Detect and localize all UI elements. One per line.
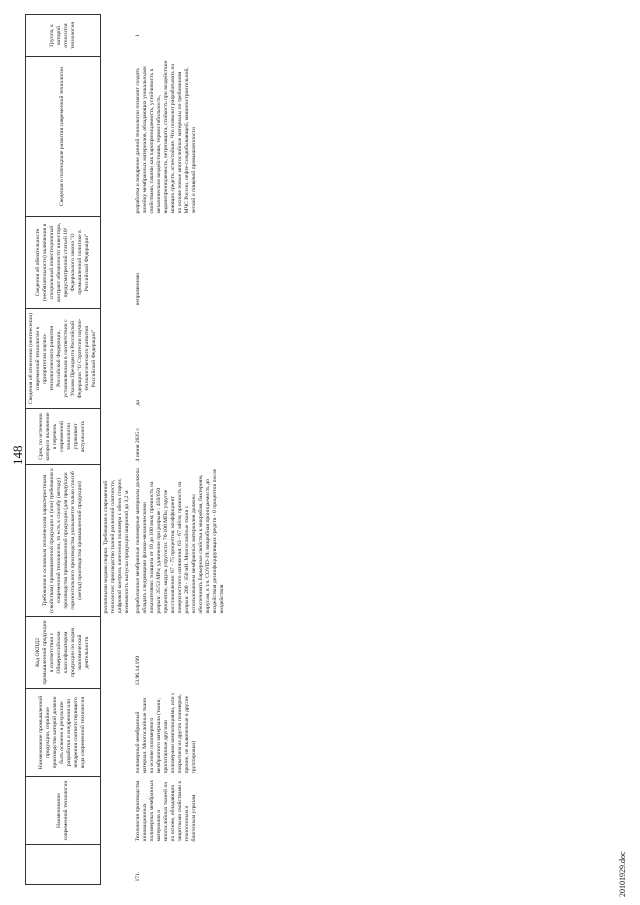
row-obligation: неприменимо	[134, 272, 141, 306]
row-group: 1	[134, 34, 141, 37]
footer-filename: 20101929.doc	[618, 851, 627, 897]
row-potential: разработка и внедрение данной технологии позволит создать линейку мембранных материалов, обладающих уникальными свойствами, такими как паропроницаемость, устойчивость к механическим воздействиям, термостабильность, водонепроницаемость, ветрозащита, стойкость при воздействии моющих средств, огнестойкие. Что позволит разрабатывать на их основе новые многослойные материалы по требованиям МЧС России, нефте-газодобывающей, машиностроительной, легкой и пищевой промышленности	[134, 60, 197, 214]
header-group: Группа, к которой относится технология	[26, 15, 101, 57]
row-requirements: разработанные мембранные полимерные материалы должны обладать следующими физико-механическими показателями: толщина от 10 до 100 мкм; прочность на разрыв: 35/53 MPa; удлинение при разрыве : 450/650 процентов; модуль упругости: 70-100 МПа; упругое восстановление: 67 - 75 процентов; коэффициент поверхностного натяжения: 63 - 67 мН/м; прочность на разрыв: 200 - 350 мН. Многослойные ткани с использованием мембранных материалов должны обеспечивать барьерные свойства к микробам, бактериям, вирусам, в т.ч. COVID-19; микробная проницаемость до воздействия дезинфицирующих средств - 0 процентов после воздействия	[134, 468, 225, 614]
header-number	[26, 845, 101, 885]
row-product-name: полимерный мембранный материал. Многослойные ткани на основе полимерного мембранного материала (ткани, пропитанные другими полимерами композициями, или с покрытием из других полимеров, прочие, не включенные в другие группировки)	[134, 692, 197, 774]
page-number: 148	[10, 445, 25, 465]
header-priority: Сведения об отнесении (неотнесении) современной технологии к приоритетам научно-технологического развития Российской Федерации, установленным в соответствии с Указом Президента Российской Федерации "О Стратегии научно-технологического развития Российской Федерации"	[26, 309, 101, 409]
row-term: 4 июня 2035 г.	[134, 427, 141, 462]
row-number: 171.	[134, 871, 141, 882]
header-row	[26, 15, 101, 885]
technologies-table	[25, 14, 228, 885]
continuation-row	[100, 15, 132, 885]
header-obligation: Сведения об обязательности (необязательности) включения в специальный инвестиционный контракт обязанности инвестора, предусмотренной статьей 18¹ Федерального закона "О промышленной политике в Российской Федерации"	[26, 217, 101, 309]
header-tech-name: Наименование современной технологии	[26, 777, 101, 845]
row-tech-name: Технология производства инновационных полимерных мембранных материалов и многослойных тканей на их основе, обладающих защитными свойствами к техногенным и биогенным угрозам	[134, 780, 197, 842]
header-product-name: Наименование промышленной продукции, серийное производство которой должно быть освоено в результате разработки и внедрения или внедрения соответствующего вида современной технологии	[26, 689, 101, 777]
row-priority: да	[134, 400, 141, 406]
table-row	[133, 15, 228, 885]
header-requirements: Требования к основным техническим характеристикам (свойствам) промышленной продукции и (или) требования к современной технологии, то есть к способу (методу) производства промышленной продукции (для продукции горизонтального производства указывается только способ (метод) производства промышленной продукции)	[26, 465, 101, 617]
header-term: Срок, по истечении которого включение в перечень современной технологии утрачивает актуальность	[26, 409, 101, 465]
header-okpd2: Код ОКПД2 промышленной продукции в соответствии с Общероссийским классификатором продукции по видам экономической деятельности	[26, 617, 101, 689]
header-potential: Сведения о потенциале развития современной технологии	[26, 57, 101, 217]
row-okpd2: 13.96.14.199	[134, 656, 141, 686]
continuation-text: различными видами сварки. Требования к современной технологии: производство тканей различной плотности, цифровой контроль нанесения полимера с обеих сторон; возможность выпуска продукции шириной до 3,2 м	[102, 478, 130, 614]
